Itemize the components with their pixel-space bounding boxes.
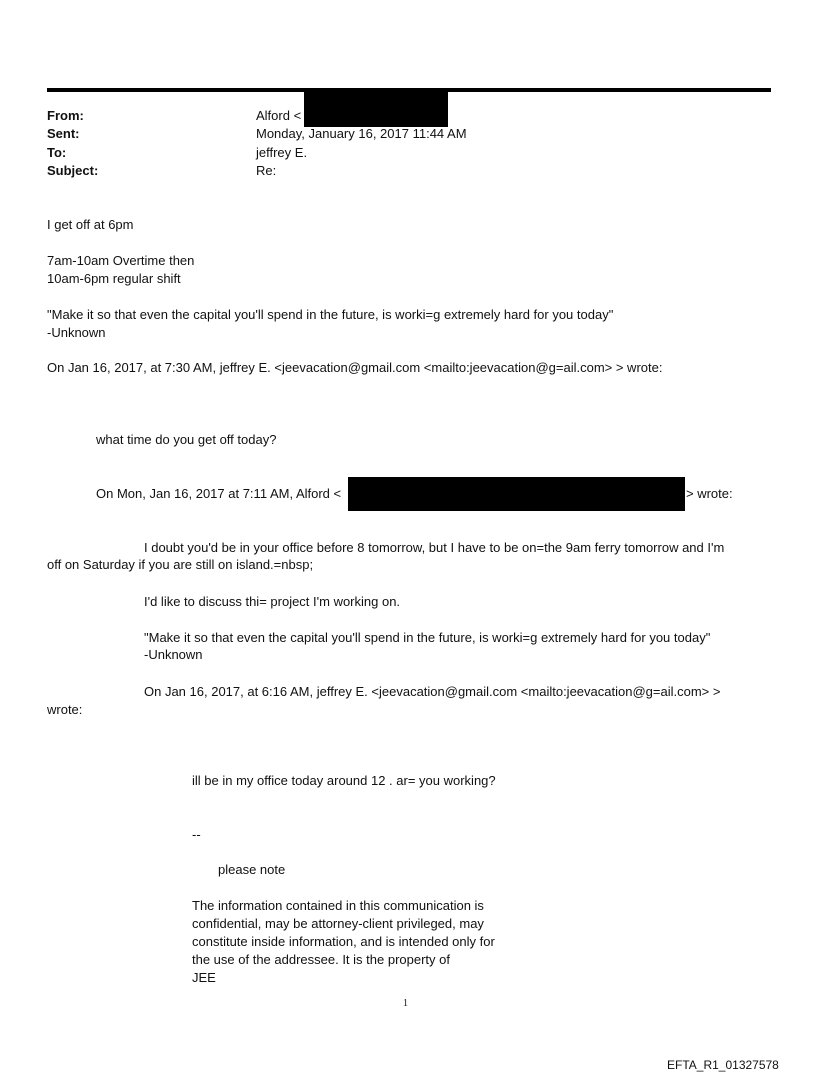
quoted-question: what time do you get off today? <box>96 432 277 447</box>
body-line: 7am-10am Overtime then <box>47 253 195 268</box>
signature-separator: -- <box>192 827 201 842</box>
reply-header: On Jan 16, 2017, at 7:30 AM, jeffrey E. <jeevacation@gmail.com <mailto:jeevacation@g=ail.com> > wrote: <box>47 360 663 375</box>
reply-header-end: > wrote: <box>686 486 733 501</box>
disclaimer-line: confidential, may be attorney-client privileged, may <box>192 916 484 931</box>
from-value: Alford < <box>256 108 302 123</box>
to-value: jeffrey E. <box>256 145 308 160</box>
paragraph-line: I'd like to discuss thi= project I'm working on. <box>144 594 401 609</box>
to-label: To: <box>47 145 67 160</box>
document-id: EFTA_R1_01327578 <box>667 1058 779 1072</box>
disclaimer-line: JEE <box>192 970 216 985</box>
quote-attribution: -Unknown <box>144 647 203 662</box>
subject-value: Re: <box>256 163 277 178</box>
page-number: 1 <box>403 998 408 1009</box>
subject-label: Subject: <box>47 163 99 178</box>
redaction-box <box>348 477 685 511</box>
please-note: please note <box>218 862 286 877</box>
quote-text: "Make it so that even the capital you'll spend in the future, is worki=g extremely hard for you today" <box>47 307 614 322</box>
sent-value: Monday, January 16, 2017 11:44 AM <box>256 126 467 141</box>
disclaimer-line: the use of the addressee. It is the property of <box>192 952 450 967</box>
paragraph-line: off on Saturday if you are still on island.=nbsp; <box>47 557 314 572</box>
quote-attribution: -Unknown <box>47 325 106 340</box>
reply-header: On Jan 16, 2017, at 6:16 AM, jeffrey E. <jeevacation@gmail.com <mailto:jeevacation@g=ail.com> > <box>144 684 721 699</box>
disclaimer-line: constitute inside information, and is intended only for <box>192 934 495 949</box>
reply-header: wrote: <box>47 702 83 717</box>
from-label: From: <box>47 108 84 123</box>
quoted-message: ill be in my office today around 12 . ar= you working? <box>192 773 496 788</box>
paragraph-line: I doubt you'd be in your office before 8 tomorrow, but I have to be on=the 9am ferry tomorrow and I'm <box>144 540 725 555</box>
body-line: 10am-6pm regular shift <box>47 271 181 286</box>
body-line: I get off at 6pm <box>47 217 134 232</box>
reply-header: On Mon, Jan 16, 2017 at 7:11 AM, Alford < <box>96 486 342 501</box>
quote-text: "Make it so that even the capital you'll spend in the future, is worki=g extremely hard for you today" <box>144 630 711 645</box>
disclaimer-line: The information contained in this communication is <box>192 898 484 913</box>
sent-label: Sent: <box>47 126 80 141</box>
redaction-box <box>304 91 448 127</box>
